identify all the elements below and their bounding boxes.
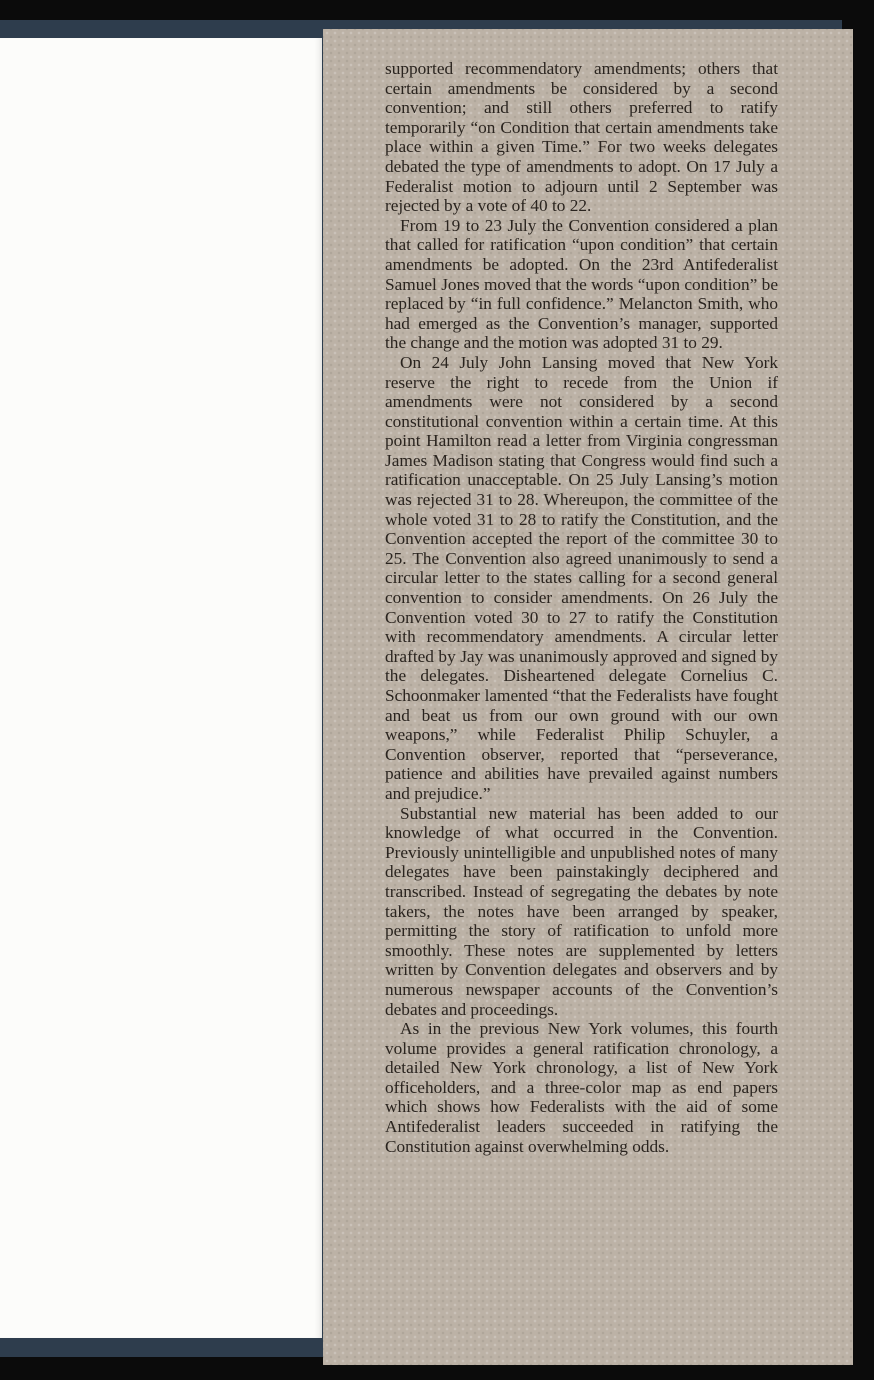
flap-text — [385, 59, 778, 1156]
jacket-flap — [323, 29, 853, 1365]
paragraph: Substantial new material has been added to our knowledge of what occurred in the Convention. Previously unintelligible and unpublished notes of many delegates have been painstakingly deciphered and transcribed. Instead of segregating the debates by note takers, the notes have been arranged by speaker, permitting the story of ratification to unfold more smoothly. These notes are supplemented by letters written by Convention delegates and observers and by numerous newspaper accounts of the Convention’s debates and proceedings. — [385, 803, 778, 1019]
paragraph: As in the previous New York volumes, this fourth volume provides a general ratification chronology, a detailed New York chronology, a list of New York officeholders, and a three-color map as end papers which shows how Federalists with the aid of some Antifederalist leaders succeeded in ratifying the Constitution against overwhelming odds. — [385, 1019, 778, 1156]
paragraph: On 24 July John Lansing moved that New York reserve the right to recede from the Union if amendments were not considered by a second constitutional convention within a certain time. At this point Hamilton read a letter from Virginia congressman James Madison stating that Congress would find such a ratification unacceptable. On 25 July Lansing’s motion was rejected 31 to 28. Whereupon, the committee of the whole voted 31 to 28 to ratify the Constitution, and the Convention accepted the report of the committee 30 to 25. The Convention also agreed unanimously to send a circular letter to the states calling for a second general convention to consider amendments. On 26 July the Convention voted 30 to 27 to ratify the Constitution with recommendatory amendments. A circular letter drafted by Jay was unanimously approved and signed by the delegates. Disheartened delegate Cornelius C. Schoonmaker lamented “that the Federalists have fought and beat us from our own ground with our own weapons,” while Federalist Philip Schuyler, a Convention observer, reported that “perseverance, patience and abilities have prevailed against numbers and prejudice.” — [385, 352, 778, 803]
paragraph: supported recommendatory amendments; others that certain amendments be considered by a second convention; and still others preferred to ratify temporarily “on Condition that certain amendments take place within a given Time.” For two weeks delegates debated the type of amendments to adopt. On 17 July a Federalist motion to adjourn until 2 September was rejected by a vote of 40 to 22. — [385, 59, 778, 216]
endpaper-page — [0, 38, 322, 1338]
paragraph: From 19 to 23 July the Convention considered a plan that called for ratification “upon condition” that certain amendments be adopted. On the 23rd Antifederalist Samuel Jones moved that the words “upon condition” be replaced by “in full confidence.” Melancton Smith, who had emerged as the Convention’s manager, supported the change and the motion was adopted 31 to 29. — [385, 215, 778, 353]
